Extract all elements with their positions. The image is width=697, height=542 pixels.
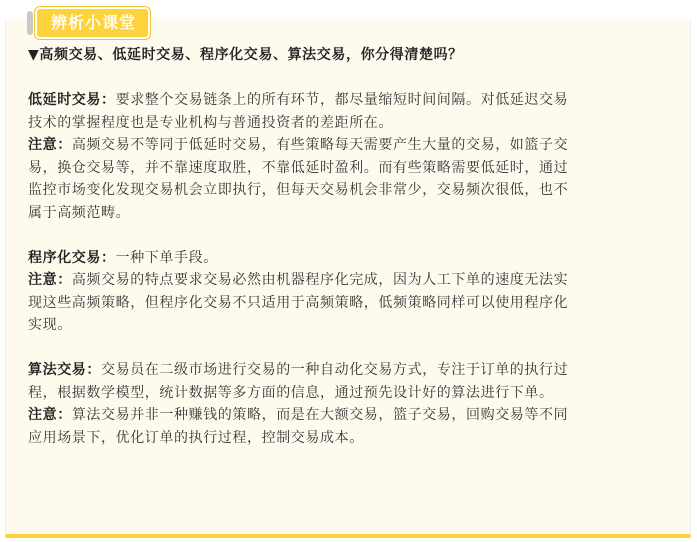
- section-algorithmic: [28, 359, 678, 449]
- section-low-latency: [28, 89, 678, 224]
- term-low-latency: 低延时交易：: [28, 92, 116, 108]
- definition-text: 程，根据数学模型，统计数据等多方面的信息，通过预先设计好的算法进行下单。: [28, 384, 554, 401]
- term-programmatic: 程序化交易：: [28, 249, 116, 266]
- note-label: 注意：: [28, 137, 72, 153]
- note-text: 实现。: [28, 317, 72, 333]
- tag-bar-decoration: [27, 11, 33, 35]
- headline: ▼高频交易、低延时交易、程序化交易、算法交易，你分得清楚吗？: [28, 47, 463, 63]
- term-algorithmic: 算法交易：: [28, 362, 101, 378]
- definition-text: 一种下单手段。: [115, 249, 218, 266]
- section-programmatic: [28, 247, 678, 337]
- note-text: 应用场景下，优化订单的执行过程，控制交易成本。: [28, 429, 364, 446]
- tag-label: 辨析小课堂: [37, 9, 148, 37]
- definition-text: 技术的掌握程度也是专业机构与普通投资者的差距所在。: [28, 114, 393, 131]
- note-text: 属于高频范畴。: [28, 204, 131, 221]
- spacer: [28, 337, 678, 360]
- note-text: 高频交易的特点要求交易必然由机器程序化完成，因为人工下单的速度无法实: [71, 272, 569, 288]
- note-text: 易，换仓交易等，并不靠速度取胜，不靠低延时盈利。而有些策略需要低延时，通过: [28, 159, 569, 176]
- spacer: [28, 224, 678, 247]
- note-text: 现这些高频策略，但程序化交易不只适用于高频策略，低频策略同样可以使用程序化: [28, 294, 569, 311]
- note-label: 注意：: [28, 407, 72, 423]
- note-label: 注意：: [28, 272, 72, 288]
- definition-text: 交易员在二级市场进行交易的一种自动化交易方式，专注于订单的执行过: [101, 362, 569, 378]
- definition-text: 要求整个交易链条上的所有环节，都尽量缩短时间间隔。对低延迟交易: [115, 92, 569, 108]
- note-text: 算法交易并非一种赚钱的策略，而是在大额交易，篮子交易，回购交易等不同: [71, 407, 569, 423]
- article-body: [28, 44, 678, 449]
- note-text: 高频交易不等同于低延时交易，有些策略每天需要产生大量的交易，如篮子交: [71, 137, 569, 153]
- section-tag: [27, 6, 148, 40]
- note-text: 监控市场变化发现交易机会立即执行，但每天交易机会非常少，交易频次很低，也不: [28, 182, 569, 198]
